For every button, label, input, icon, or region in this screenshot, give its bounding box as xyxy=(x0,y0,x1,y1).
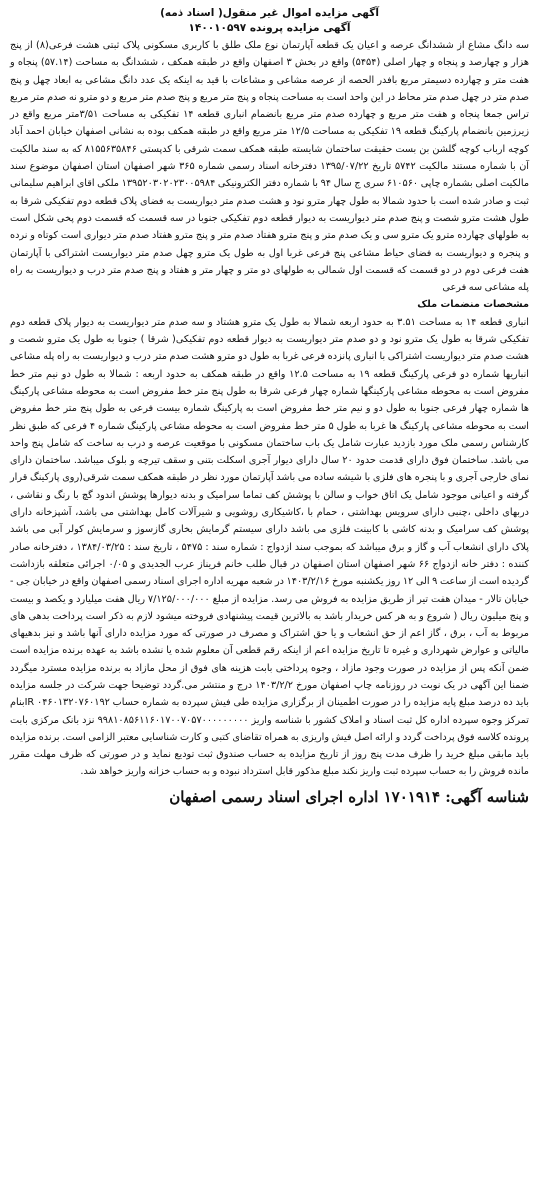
notice-subtitle: آگهی مزایده پرونده ۱۴۰۰۱۰۵۹۷ xyxy=(188,22,351,34)
property-description-paragraph: سه دانگ مشاع از ششدانگ عرصه و اعیان یک قطعه آپارتمان نوع ملک طلق با کاربری مسکونی پلاک ثبتی هشت فرعی(۸) از پنج هزار و چهارصد و پنجاه و چهار اصلی (۵۴۵۴) واقع در بخش ۳ اصفهان واقع در طبقه همکف ، ششدانگ به مساحت (۵۷.۱۴) پنجاه و هفت متر و چهارده دسیمتر مربع بافدر الحصه از عرصه مشاعی و مشاعات با قید به اینکه یک عدد دانگ مشاعی به ابعاد چهل و پنج صدم متر در چهل صدم متر محاط در این واحد است به مساحت پنجاه و پنج متر مربع و پنج صدم متر مربع و دو مترو نه صدم متر مربع تراس جمعا پنجاه و هفت متر مربع و چهارده صدم متر مربع بانضمام انباری قطعه ۱۴ تفکیکی به مساحت ۳/۵۱متر مربع واقع در زیرزمین بانضمام پارکینگ قطعه ۱۹ تفکیکی به مساحت ۱۲/۵ متر مربع واقع در طبقه همکف بوده به نشانی اصفهان خیابان احمد آباد کوچه ارباب کوچه گلشن بن بست حقیقت ساختمان شایسته طبقه همکف سمت شرقی با کدپستی ۸۱۵۵۶۳۵۸۴۶ که به سند مالکیت آن با شماره مستند مالکیت ۵۷۴۲ تاریخ ۱۳۹۵/۰۷/۲۲ دفترخانه اسناد رسمی شماره ۳۶۵ شهر اصفهان استان اصفهان موضوع سند مالکیت اصلی بشماره چاپی ۶۱۰۵۶۰ سری ج سال ۹۴ با شماره دفتر الکترونیکی ۱۳۹۵۲۰۳۰۲۰۲۳۰۰۵۹۸۴ ملکی اقای ابراهیم سلیمانی ثبت و صادر شده است با حدود شمالا به طول چهار مترو نود و هشت صدم متر دیواریست به فضای پلاک قطعه دوم تفکیکی شرقا به طول هشت مترو شصت و پنج صدم متر دیواریست به دیوار قطعه دوم تفکیکی جنوبا در سه قسمت که قسمت دوم پخی شکل است به طولهای چهارده مترو یک مترو سی و یک صدم متر و پنج مترو هفتاد صدم متر و پنج مترو هفتاد صدم متر دیواری است کوتاه و نرده و پنجره و دیواریست به فضای حیاط مشاعی پنج فرعی غربا اول به طول یک مترو چهل صدم متر دیواریست اشتراکی با آپارتمان هفت فرعی دوم در دو قسمت که قسمت اول شمالی به طولهای دو متر و چهار متر و هفتاد و پنج صدم متر درب و دیواریست به راه پله مشاعی سه فرعی xyxy=(10,40,530,294)
notice-id-footer: شناسه آگهی: ۱۷۰۱۹۱۴ اداره اجرای اسناد رسمی اصفهان xyxy=(169,787,529,806)
appurtenances-and-auction-terms-paragraph: انباری قطعه ۱۴ به مساحت ۳.۵۱ به حدود اربعه شمالا به طول یک مترو هشتاد و سه صدم متر دیواریست به دیوار پلاک قطعه دوم تفکیکی شرقا به طول یک مترو نود و دو صدم متر دیواریست به دیوار قطعه دوم تفکیکی( شرقا ) جنوبا به طول یک مترو شصت و هشت صدم متر دیواریست اشتراکی با انباری پانزده فرعی غربا به طول دو مترو هشت صدم متر درب و دیواریست به راه پله مشاعی انباریها شماره دو فرعی پارکینگ قطعه ۱۹ به مساحت ۱۲.۵ واقع در طبقه همکف به حدود اربعه : شمالا به طول دو نیم متر خط مفروض است به محوطه مشاعی پارکینگها شماره چهار فرعی شرقا به طول پنج متر خط مفروض است به محوطه مشاعی پارکینگ ها شماره چهار فرعی جنوبا به طول دو و نیم متر خط مفروض است به پارکینگ شماره بیست فرعی به طول پنج متر خط مفروض است به محوطه مشاعی پارکینگ ها غربا به طول ۵ متر خط مفروض است به محوطه مشاعی پارکینگ شماره ۴ فرعی که طبق نظر کارشناس رسمی ملک مورد بازدید عبارت شامل یک باب ساختمان مسکونی با موقعیت عرصه و درب به ساخت که شامل پنج واحد می باشد. ساختمان فوق دارای قدمت حدود ۲۰ سال دارای دیوار آجری اسکلت بتنی و سقف تیرچه و بلوک میباشد. ساختمان دارای نمای خارجی آجری و با پنجره های فلزی با شیشه ساده می باشد آپارتمان مورد نظر در طبقه همکف سمت شرقی(روی پارکینگ قرار گرفته و اعیانی موجود شامل یک اتاق خواب و سالن با پوشش کف تماما سرامیک و بدنه دیوارها پوشش اندود گچ با رنگ و نقاشی ، دربهای داخلی ،چنبی دارای سرویس بهداشتی ، حمام با ،کاشیکاری روشویی و شیرآلات کامل بهداشتی می باشد، آشپزخانه دارای پوشش کف سرامیک و بدنه کاشی با کابینت فلزی می باشد دارای سیستم گرمایش بخاری گازسوز و سرمایش کولر آبی می باشد پلاک دارای انشعاب آب و گاز و برق میباشد که بموجب سند ازدواج : شماره سند : ۵۴۷۵ ، تاریخ سند : ۱۳۸۴/۰۳/۲۵ ، دفترخانه صادر کننده : دفتر خانه ازدواج ۶۶ شهر اصفهان استان اصفهان در قبال طلب خانم فریناز عرب الجدیدی و ۰/۰۵ اجرائی متعلقه بازداشت گردیده است از ساعت ۹ الی ۱۲ روز یکشنبه مورخ ۱۴۰۳/۲/۱۶ در شعبه مهریه اداره اجرای اسناد رسمی اصفهان واقع در خیابان جی - خیابان تالار - میدان هفت تیر از طریق مزایده به فروش می رسد. مزایده از مبلغ ۷/۱۲۵/۰۰۰/۰۰۰ ریال هفت میلیارد و یکصد و بیست و پنج میلیون ریال ( شروع و به هر کس خریدار باشد به بالاترین قیمت پیشنهادی فروخته میشود لازم به ذکر است پرداخت بدهی های مربوط به آب ، برق ، گاز اعم از حق انشعاب و یا حق اشتراک و مصرف در صورتی که مورد مزایده دارای آنها باشد و نیز بدهیهای مالیاتی و عوارض شهرداری و غیره تا تاریخ مزایده اعم از اینکه رقم قطعی آن معلوم شده یا نشده باشد به عهده برنده مزایده است ضمن آنکه پس از مزایده در صورت وجود مازاد ، وجوه پرداختی بابت هزینه های فوق از محل مازاد به برنده مزایده مسترد میگردد ضمنا این آگهی در یک نوبت در روزنامه چاپ اصفهان مورخ ۱۴۰۳/۲/۲ درج و منتشر می.گردد توضیحا جهت شرکت در جلسه مزایده باید ده درصد مبلغ پایه مزایده را در صورت اطمینان از برگزاری مزایده طی فیش سپرده به شماره حساب ۰۴۶۰۱۳۲۰۷۶۰۱۹۲ IRبنام تمرکز وجوه سپرده اداره کل ثبت اسناد و املاک کشور با شناسه واریز ۹۹۸۱۰۸۵۶۱۱۶۰۱۷۰۰۷۰۵۷۰۰۰۰۰۰۰۰۰ نزد بانک مرکزی بابت پرونده کلاسه فوق پرداخت گردد و ارائه اصل فیش واریزی به همراه تقاضای کتبی و کارت شناسایی معتبر الزامی است. برنده مزایده باید مابقی مبلغ خرید را ظرف مدت پنج روز از تاریخ مزایده به حساب صندوق ثبت تودیع نماید و در صورتی که ظرف مهلت مقرر مانده فروش را به حساب سپرده ثبت واریز نکند مبلغ مذکور قابل استرداد نبوده و به حساب خزانه واریز خواهد شد. xyxy=(10,316,529,778)
appurtenances-heading: مشخصات منضمات ملک xyxy=(417,299,529,311)
notice-title: آگهی مزایده اموال غیر منقول( اسناد ذمه) xyxy=(160,7,379,19)
